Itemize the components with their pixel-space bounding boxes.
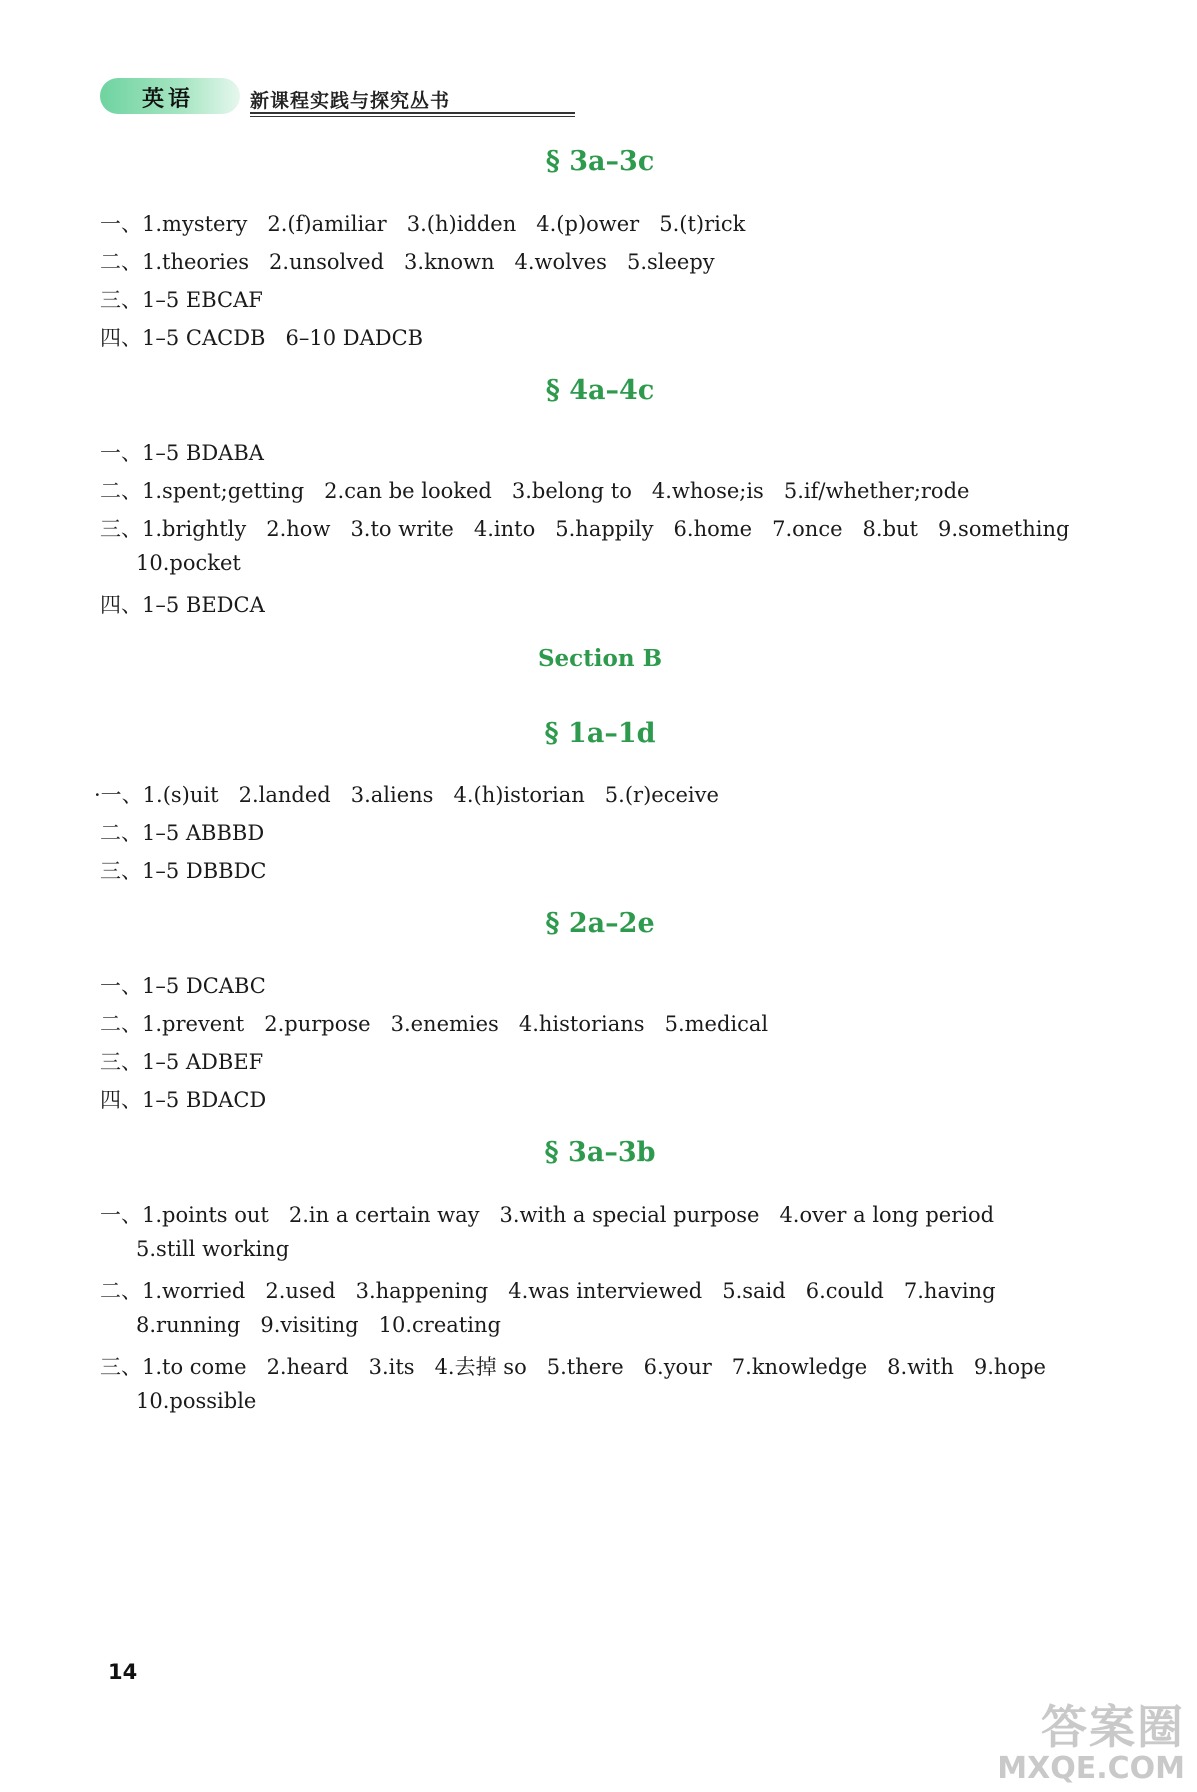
part-title: Section B (537, 645, 663, 672)
header-underline (250, 112, 575, 114)
section-title: § 2a–2e (545, 908, 655, 939)
answer-line: 四、1–5 CACDB 6–10 DADCB (100, 326, 424, 350)
answer-line: 三、1.to come 2.heard 3.its 4.去掉 so 5.there 6.your 7.knowledge 8.with 9.hope (100, 1355, 1046, 1379)
answer-line: 二、1.spent;getting 2.can be looked 3.belong to 4.whose;is 5.if/whether;rode (100, 479, 970, 503)
answer-line: 一、1.points out 2.in a certain way 3.with a special purpose 4.over a long period (100, 1203, 995, 1227)
series-title: 新课程实践与探究丛书 (250, 90, 451, 112)
answer-line-continued: 8.running 9.visiting 10.creating (136, 1313, 501, 1337)
answer-line: 三、1.brightly 2.how 3.to write 4.into 5.happily 6.home 7.once 8.but 9.something (100, 517, 1070, 541)
answer-line: 三、1–5 ADBEF (100, 1050, 264, 1074)
answer-line: 一、1.mystery 2.(f)amiliar 3.(h)idden 4.(p)ower 5.(t)rick (100, 212, 746, 236)
answer-line-continued: 10.pocket (136, 551, 241, 575)
watermark-cn: 答案圈 (1041, 1700, 1185, 1754)
answer-line: ·一、1.(s)uit 2.landed 3.aliens 4.(h)istorian 5.(r)eceive (94, 783, 719, 807)
answer-line: 一、1–5 DCABC (100, 974, 266, 998)
section-title: § 1a–1d (544, 718, 656, 749)
answer-line-continued: 10.possible (136, 1389, 257, 1413)
section-title: § 3a–3b (544, 1137, 656, 1168)
section-title: § 4a–4c (545, 375, 655, 406)
answer-line: 三、1–5 DBBDC (100, 859, 267, 883)
answer-line: 四、1–5 BDACD (100, 1088, 267, 1112)
answer-line: 二、1.prevent 2.purpose 3.enemies 4.historians 5.medical (100, 1012, 769, 1036)
answer-line: 三、1–5 EBCAF (100, 288, 263, 312)
answer-line-continued: 5.still working (136, 1237, 290, 1261)
watermark (997, 1691, 1185, 1786)
page-header (100, 78, 480, 118)
answer-line: 二、1.worried 2.used 3.happening 4.was interviewed 5.said 6.could 7.having (100, 1279, 996, 1303)
section-title: § 3a–3c (545, 146, 655, 177)
answer-line: 一、1–5 BDABA (100, 441, 264, 465)
answer-line: 二、1.theories 2.unsolved 3.known 4.wolves 5.sleepy (100, 250, 715, 274)
page-number: 14 (108, 1660, 138, 1684)
answer-line: 四、1–5 BEDCA (100, 593, 265, 617)
subject-label: 英语 (142, 87, 195, 112)
watermark-en: MXQE.COM (997, 1751, 1185, 1786)
header-underline-thin (250, 116, 575, 117)
answer-line: 二、1–5 ABBBD (100, 821, 265, 845)
